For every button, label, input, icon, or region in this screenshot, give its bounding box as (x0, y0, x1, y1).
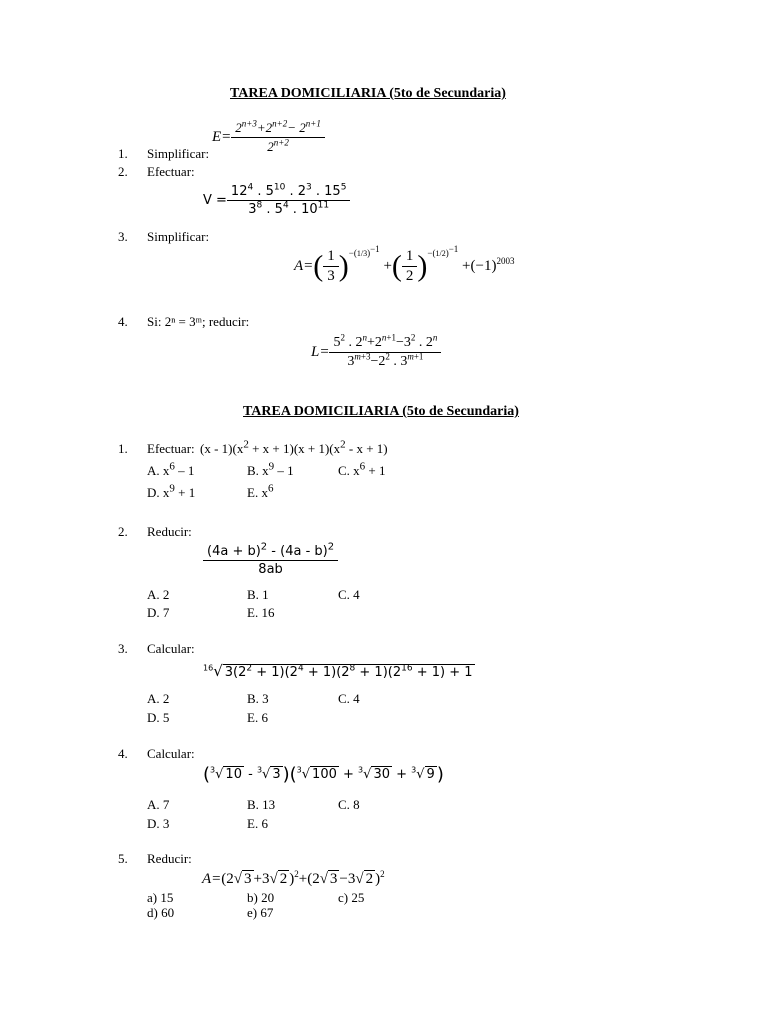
formula-e: E= $\frac{2^{n+3}+2^{n+2}- 2^{n+1}}{2^{n+2}}$ (212, 120, 325, 155)
formula-a: A=( $\frac{1}{3}$ )$^{-(1/3)^{-1}}$ +( $\frac{1}{2}$ )$^{-(1/2)^{-1}} +(-1)^{2003}$ (294, 244, 515, 284)
s2-item4-num: 4. (118, 746, 128, 761)
s2-item3-opt-a: A. 2 (147, 691, 170, 706)
s2-item2-label: Reducir: (147, 524, 192, 539)
s1-item4-label: Si: 2ⁿ = 3ᵐ; reducir: (147, 314, 250, 329)
s2-item2-opt-a: A. 2 (147, 587, 170, 602)
s2-item5-opt-b: b) 20 (247, 890, 275, 905)
s1-item3-num: 3. (118, 229, 128, 244)
s2-item1-opt-a: A. $x^6 - 1$ (147, 460, 195, 478)
s2-item5-opt-e: e) 67 (247, 905, 274, 920)
s2-item3-opt-b: B. 3 (247, 691, 269, 706)
s2-item5-opt-d: d) 60 (147, 905, 175, 920)
formula-e-lhs: E= (212, 128, 232, 145)
s2-item3-label: Calcular: (147, 641, 195, 656)
section1-title: TAREA DOMICILIARIA (5to de Secundaria) (230, 86, 506, 101)
s2-item5-opt-a: a) 15 (147, 890, 174, 905)
s2-item1-num: 1. (118, 441, 128, 456)
s2-item3-radical: $^{16}$√ $3(2^2 + 1)(2^4 + 1)(2^8 + 1)(2^{16} + 1) + 1$ (203, 662, 473, 680)
s2-item2-opt-c: C. 4 (338, 587, 360, 602)
s2-item4-radical-product: ($^3$√ 10 - $^3$√ 3 )($^3$√ 100 + $^3$√ 30 + $^3$√ 9 ) (203, 764, 444, 785)
s1-item2-num: 2. (118, 164, 128, 179)
s2-item3-opt-d: D. 5 (147, 710, 170, 725)
s2-item2-opt-e: E. 16 (247, 605, 275, 620)
s2-item4-opt-a: A. 7 (147, 797, 170, 812)
s1-item1-label: Simplificar: (147, 146, 210, 161)
formula-a-lhs: A= (294, 258, 314, 274)
s2-item4-opt-d: D. 3 (147, 816, 170, 831)
s2-item5-formula: A=(2√ 3 +3√ 2 )$^2$+(2√ 3 −3√ 2 )$^2$ (202, 869, 385, 887)
s2-item4-opt-c: C. 8 (338, 797, 360, 812)
s2-item1-opt-b: B. $x^9 - 1$ (247, 460, 294, 478)
formula-v-lhs: V = (203, 193, 227, 208)
s2-item4-label: Calcular: (147, 746, 195, 761)
s1-item1-num: 1. (118, 146, 128, 161)
s2-item5-label: Reducir: (147, 851, 192, 866)
s1-item4-num: 4. (118, 314, 128, 329)
s2-item1-label: Efectuar: (147, 441, 195, 456)
formula-l-lhs: L= (311, 344, 330, 360)
s1-item3-label: Simplificar: (147, 229, 210, 244)
s2-item5-opt-c: c) 25 (338, 890, 365, 905)
s1-item2-label: Efectuar: (147, 164, 195, 179)
s2-item2-fraction: $\frac{(4a + b)^2 - (4a - b)^2}{8ab}$ (203, 544, 338, 577)
s2-item1-opt-e: E. $x^6$ (247, 482, 274, 500)
s2-item3-num: 3. (118, 641, 128, 656)
s2-item4-opt-b: B. 13 (247, 797, 276, 812)
s2-item1-opt-d: D. $x^9 + 1$ (147, 482, 196, 500)
s2-item1-expr: $(x - 1)(x^2 + x + 1)(x + 1)(x^2 - x + 1)$ (200, 438, 388, 456)
formula-v: V = $\frac{12^4 . 5^{10} . 2^3 . 15^5}{3^8 . 5^4 . 10^{11}}$ (203, 184, 350, 217)
formula-l: L= $\frac{5^2 . 2^n+2^{n+1}-3^2 . 2^n}{3^{m+3}-2^2 . 3^{m+1}}$ (311, 335, 441, 370)
s2-item2-opt-d: D. 7 (147, 605, 170, 620)
s2-item2-num: 2. (118, 524, 128, 539)
s2-item1-opt-c: C. $x^6 + 1$ (338, 460, 386, 478)
section2-title: TAREA DOMICILIARIA (5to de Secundaria) (243, 404, 519, 419)
s2-item4-opt-e: E. 6 (247, 816, 268, 831)
s2-item5-num: 5. (118, 851, 128, 866)
s2-item2-opt-b: B. 1 (247, 587, 269, 602)
s2-item2-den: 8ab (258, 562, 283, 577)
s2-item3-opt-c: C. 4 (338, 691, 360, 706)
s2-item3-opt-e: E. 6 (247, 710, 268, 725)
